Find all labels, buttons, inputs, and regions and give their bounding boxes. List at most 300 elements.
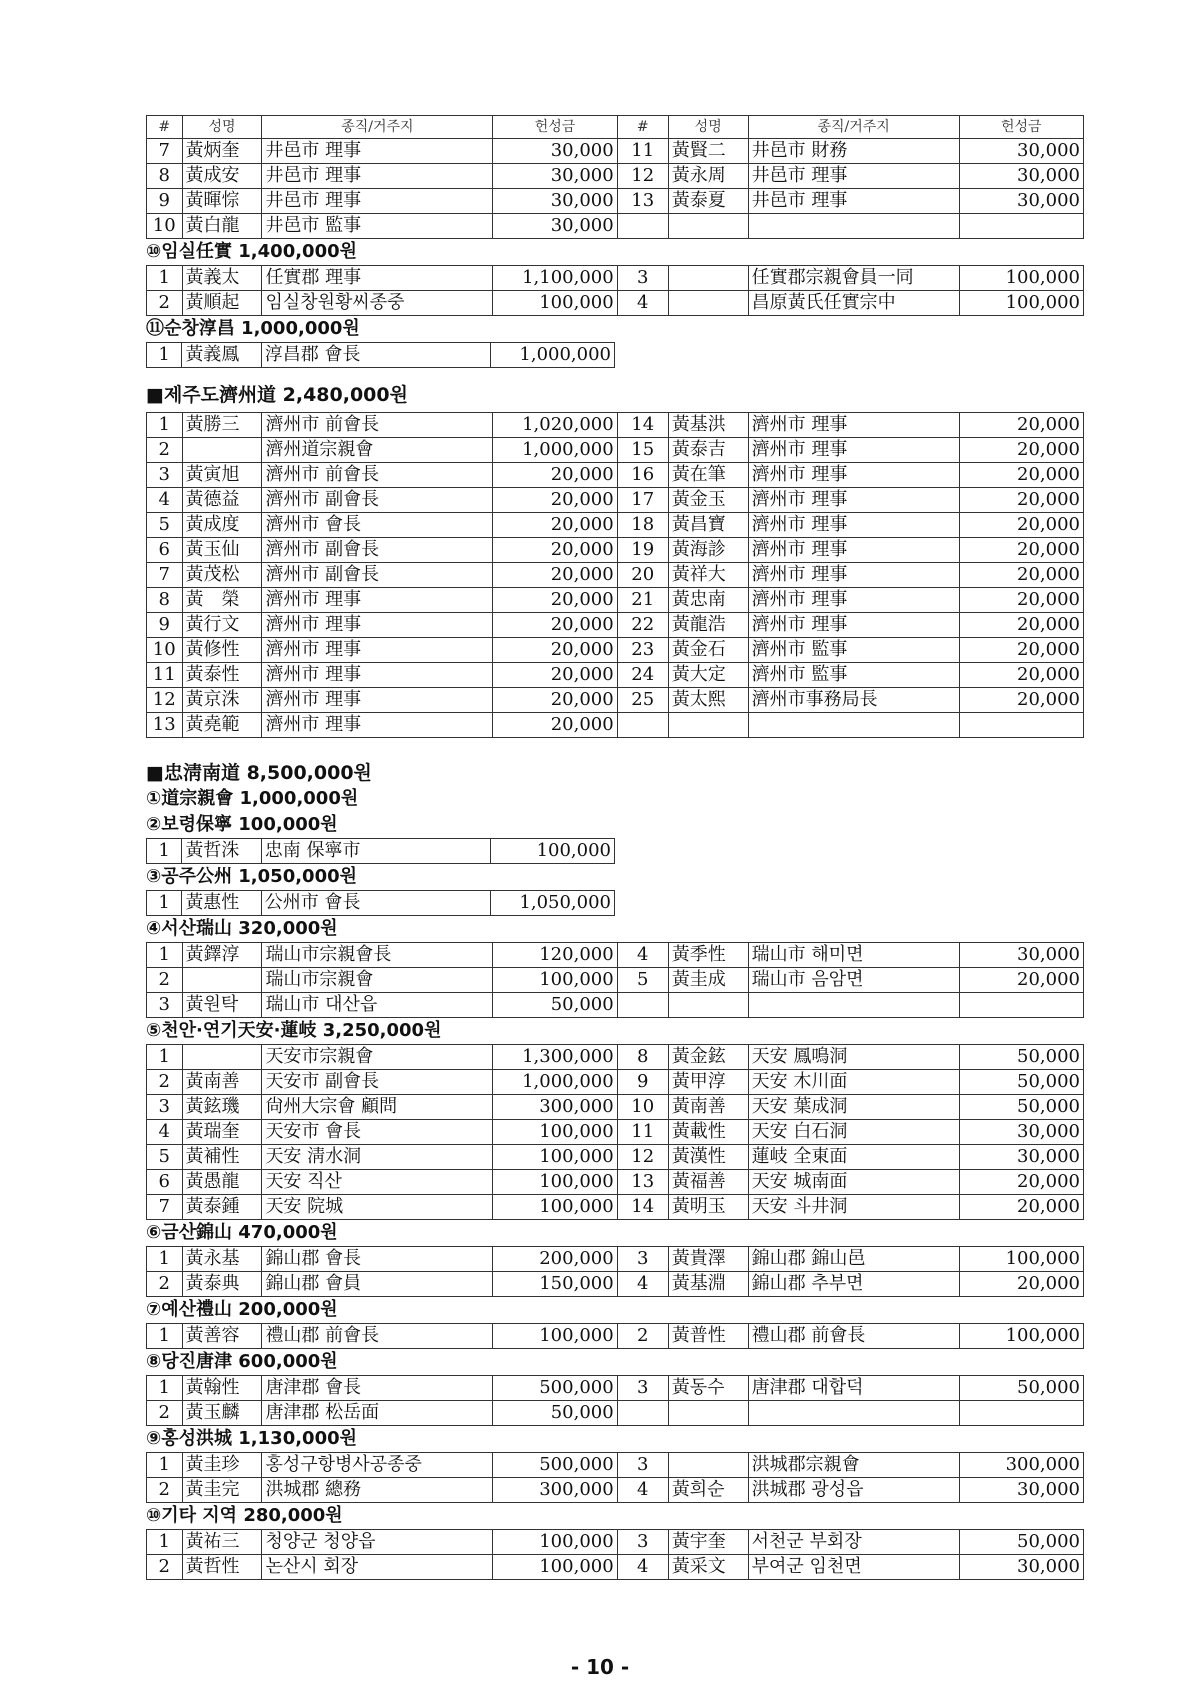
donation-amount: 20,000 — [493, 713, 617, 738]
donor-name: 黃泰鍾 — [182, 1195, 262, 1220]
donation-amount: 50,000 — [959, 1070, 1083, 1095]
donor-name: 黃祥大 — [668, 563, 748, 588]
donor-name: 黃昌寶 — [668, 513, 748, 538]
donation-amount: 30,000 — [959, 1555, 1083, 1580]
donor-affiliation: 井邑市 財務 — [748, 139, 959, 164]
donation-amount: 100,000 — [493, 1120, 617, 1145]
table-dangjin — [146, 1375, 1084, 1426]
donation-amount: 20,000 — [959, 538, 1083, 563]
donation-amount: 20,000 — [959, 688, 1083, 713]
donor-affiliation: 부여군 임천면 — [748, 1555, 959, 1580]
entry-number: 2 — [147, 1478, 183, 1503]
donation-amount: 20,000 — [959, 1170, 1083, 1195]
entry-number: 5 — [617, 968, 668, 993]
donor-affiliation: 昌原黃氏任實宗中 — [748, 291, 959, 316]
donor-affiliation: 井邑市 監事 — [262, 214, 493, 239]
donation-amount: 20,000 — [959, 413, 1083, 438]
donor-name: 黃基淵 — [668, 1272, 748, 1297]
donor-affiliation — [748, 993, 959, 1018]
donor-affiliation: 濟州市 副會長 — [262, 563, 493, 588]
table-hongseong — [146, 1452, 1084, 1503]
entry-number: 8 — [147, 164, 183, 189]
donor-name: 黃宇奎 — [668, 1530, 748, 1555]
entry-number: 2 — [147, 1070, 183, 1095]
table-row — [147, 1195, 1084, 1220]
donation-amount: 100,000 — [959, 1247, 1083, 1272]
donation-amount: 30,000 — [959, 189, 1083, 214]
entry-number: 9 — [147, 189, 183, 214]
donation-amount — [959, 713, 1083, 738]
entry-number: 1 — [147, 943, 183, 968]
entry-number: 18 — [617, 513, 668, 538]
donor-affiliation: 洪城郡宗親會 — [748, 1453, 959, 1478]
section-title-yesan: ⑦예산禮山 200,000원 — [146, 1299, 338, 1320]
entry-number: 21 — [617, 588, 668, 613]
entry-number: 1 — [147, 1247, 183, 1272]
section-title-imsil: ⑩임실任實 1,400,000원 — [146, 241, 358, 262]
donor-name: 黃泰夏 — [668, 189, 748, 214]
donor-affiliation: 濟州市 理事 — [262, 613, 493, 638]
table-row — [147, 413, 1084, 438]
donor-affiliation: 濟州市 理事 — [262, 663, 493, 688]
table-row — [147, 638, 1084, 663]
donation-amount: 100,000 — [493, 1324, 617, 1349]
donor-name: 黃賢二 — [668, 139, 748, 164]
entry-number: 11 — [617, 1120, 668, 1145]
donor-affiliation: 洪城郡 總務 — [262, 1478, 493, 1503]
header-no: # — [147, 116, 183, 139]
donation-amount: 100,000 — [493, 968, 617, 993]
table-header — [147, 116, 1084, 139]
donor-name: 黃玉仙 — [182, 538, 262, 563]
entry-number: 12 — [617, 1145, 668, 1170]
entry-number: 1 — [147, 266, 183, 291]
donor-affiliation: 청양군 청양읍 — [262, 1530, 493, 1555]
donor-name: 黃永基 — [182, 1247, 262, 1272]
donor-affiliation: 天安 葉成洞 — [748, 1095, 959, 1120]
donor-name: 黃동수 — [668, 1376, 748, 1401]
donation-amount: 1,000,000 — [493, 1070, 617, 1095]
header-name: 성명 — [182, 116, 262, 139]
donor-name: 黃원탁 — [182, 993, 262, 1018]
donor-name: 黃大定 — [668, 663, 748, 688]
entry-number: 2 — [147, 1401, 183, 1426]
table-row — [147, 1120, 1084, 1145]
donation-amount: 30,000 — [959, 139, 1083, 164]
entry-number: 2 — [617, 1324, 668, 1349]
donation-amount: 20,000 — [959, 663, 1083, 688]
entry-number: 2 — [147, 1272, 183, 1297]
donor-name — [668, 993, 748, 1018]
donation-amount: 1,020,000 — [493, 413, 617, 438]
donor-affiliation: 瑞山市 해미면 — [748, 943, 959, 968]
donor-affiliation: 서천군 부회장 — [748, 1530, 959, 1555]
donor-affiliation: 任實郡宗親會員一同 — [748, 266, 959, 291]
donor-name: 黃堯範 — [182, 713, 262, 738]
entry-number: 4 — [617, 1478, 668, 1503]
donor-name: 黃明玉 — [668, 1195, 748, 1220]
entry-number: 7 — [147, 563, 183, 588]
donor-affiliation: 濟州市 理事 — [262, 638, 493, 663]
entry-number: 2 — [147, 968, 183, 993]
table-row — [147, 488, 1084, 513]
donation-amount — [959, 1401, 1083, 1426]
donor-affiliation: 瑞山市 대산읍 — [262, 993, 493, 1018]
table-sunchang — [146, 342, 615, 368]
entry-number: 13 — [617, 189, 668, 214]
entry-number: 9 — [147, 613, 183, 638]
entry-number: 14 — [617, 413, 668, 438]
donation-amount: 1,000,000 — [491, 343, 615, 368]
donor-name: 黃基洪 — [668, 413, 748, 438]
table-row — [147, 1453, 1084, 1478]
donor-affiliation: 錦山郡 會員 — [262, 1272, 493, 1297]
table-row — [147, 1555, 1084, 1580]
donor-name: 黃義鳳 — [182, 343, 261, 368]
entry-number: 15 — [617, 438, 668, 463]
donation-amount: 500,000 — [493, 1453, 617, 1478]
donation-amount: 30,000 — [493, 139, 617, 164]
donation-amount: 30,000 — [493, 164, 617, 189]
table-row — [147, 343, 615, 368]
donation-amount: 20,000 — [959, 968, 1083, 993]
donor-affiliation: 禮山郡 前會長 — [748, 1324, 959, 1349]
donor-affiliation: 瑞山市宗親會 — [262, 968, 493, 993]
donation-amount: 20,000 — [493, 488, 617, 513]
donor-affiliation: 忠南 保寧市 — [261, 839, 491, 864]
entry-number: 1 — [147, 1376, 183, 1401]
entry-number: 14 — [617, 1195, 668, 1220]
donation-amount: 200,000 — [493, 1247, 617, 1272]
donor-affiliation: 井邑市 理事 — [748, 189, 959, 214]
donor-affiliation: 天安 淸水洞 — [262, 1145, 493, 1170]
donor-name: 黃海診 — [668, 538, 748, 563]
donor-name: 黃甲淳 — [668, 1070, 748, 1095]
donor-affiliation: 天安 城南面 — [748, 1170, 959, 1195]
donation-amount: 20,000 — [959, 638, 1083, 663]
donation-amount: 20,000 — [493, 463, 617, 488]
header-affil: 종직/거주지 — [262, 116, 493, 139]
table-row — [147, 968, 1084, 993]
donor-name: 黃圭完 — [182, 1478, 262, 1503]
donor-affiliation: 논산시 회장 — [262, 1555, 493, 1580]
donor-affiliation: 濟州市 理事 — [748, 463, 959, 488]
donor-name: 黃忠南 — [668, 588, 748, 613]
section-title-geumsan: ⑥금산錦山 470,000원 — [146, 1222, 338, 1243]
donation-amount: 100,000 — [493, 1145, 617, 1170]
region-title-chungnam: ■忠淸南道 8,500,000원 — [146, 762, 372, 784]
section-title-dojong: ①道宗親會 1,000,000원 — [146, 788, 359, 809]
donor-name: 黃泰典 — [182, 1272, 262, 1297]
section-title-gongju: ③공주公州 1,050,000원 — [146, 866, 358, 887]
entry-number: 7 — [147, 1195, 183, 1220]
entry-number: 6 — [147, 1170, 183, 1195]
entry-number: 4 — [147, 1120, 183, 1145]
table-row — [147, 1376, 1084, 1401]
table-row — [147, 1170, 1084, 1195]
header-name: 성명 — [668, 116, 748, 139]
table-imsil — [146, 265, 1084, 316]
donation-amount: 50,000 — [959, 1045, 1083, 1070]
donor-affiliation: 錦山郡 추부면 — [748, 1272, 959, 1297]
donor-name — [668, 1401, 748, 1426]
table-row — [147, 438, 1084, 463]
entry-number: 13 — [147, 713, 183, 738]
donor-name: 黃南善 — [182, 1070, 262, 1095]
donor-name — [668, 266, 748, 291]
donor-affiliation: 錦山郡 會長 — [262, 1247, 493, 1272]
donor-name: 黃翰性 — [182, 1376, 262, 1401]
entry-number: 5 — [147, 1145, 183, 1170]
table-row — [147, 588, 1084, 613]
donor-affiliation: 天安 白石洞 — [748, 1120, 959, 1145]
table-row — [147, 139, 1084, 164]
donor-name: 黃瑞奎 — [182, 1120, 262, 1145]
donation-amount: 50,000 — [493, 1401, 617, 1426]
donor-affiliation: 禮山郡 前會長 — [262, 1324, 493, 1349]
donor-affiliation: 井邑市 理事 — [262, 164, 493, 189]
donor-name: 黃善容 — [182, 1324, 262, 1349]
donation-amount: 50,000 — [959, 1376, 1083, 1401]
donation-amount: 300,000 — [959, 1453, 1083, 1478]
entry-number: 6 — [147, 538, 183, 563]
entry-number: 13 — [617, 1170, 668, 1195]
donation-amount: 120,000 — [493, 943, 617, 968]
donation-amount: 1,300,000 — [493, 1045, 617, 1070]
donation-amount: 100,000 — [959, 1324, 1083, 1349]
entry-number: 3 — [147, 1095, 183, 1120]
donor-affiliation: 濟州市事務局長 — [748, 688, 959, 713]
table-row — [147, 993, 1084, 1018]
header-affil: 종직/거주지 — [748, 116, 959, 139]
table-row — [147, 1247, 1084, 1272]
entry-number: 1 — [147, 839, 182, 864]
donation-amount: 20,000 — [493, 588, 617, 613]
donation-amount: 100,000 — [959, 266, 1083, 291]
donation-amount: 20,000 — [493, 688, 617, 713]
donor-affiliation: 井邑市 理事 — [748, 164, 959, 189]
entry-number: 1 — [147, 1453, 183, 1478]
donation-amount: 20,000 — [959, 513, 1083, 538]
donor-name: 黃愚龍 — [182, 1170, 262, 1195]
entry-number: 7 — [147, 139, 183, 164]
donor-affiliation: 唐津郡 松岳面 — [262, 1401, 493, 1426]
table-row — [147, 164, 1084, 189]
header-amount: 헌성금 — [493, 116, 617, 139]
donor-affiliation: 濟州市 理事 — [748, 538, 959, 563]
donor-name: 黃희순 — [668, 1478, 748, 1503]
entry-number: 1 — [147, 1530, 183, 1555]
entry-number: 8 — [617, 1045, 668, 1070]
donor-affiliation: 唐津郡 會長 — [262, 1376, 493, 1401]
entry-number: 2 — [147, 291, 183, 316]
donor-affiliation: 瑞山市宗親會長 — [262, 943, 493, 968]
donation-amount: 50,000 — [959, 1095, 1083, 1120]
table-row — [147, 538, 1084, 563]
donor-affiliation: 天安 斗井洞 — [748, 1195, 959, 1220]
donor-name: 黃泰性 — [182, 663, 262, 688]
donor-name: 黃 榮 — [182, 588, 262, 613]
donor-affiliation: 濟州市 前會長 — [262, 413, 493, 438]
donor-name — [182, 1045, 262, 1070]
section-title-sunchang: ⑪순창淳昌 1,000,000원 — [146, 318, 360, 339]
donation-amount: 30,000 — [959, 164, 1083, 189]
donor-affiliation: 天安市 副會長 — [262, 1070, 493, 1095]
donor-name: 黃義太 — [182, 266, 262, 291]
donor-name: 黃載性 — [668, 1120, 748, 1145]
donation-amount: 20,000 — [959, 1272, 1083, 1297]
donor-affiliation: 洪城郡 광성읍 — [748, 1478, 959, 1503]
entry-number — [617, 1401, 668, 1426]
donor-affiliation: 濟州市 理事 — [262, 688, 493, 713]
donor-affiliation: 濟州市 副會長 — [262, 488, 493, 513]
table-others — [146, 1529, 1084, 1580]
donation-amount: 30,000 — [493, 189, 617, 214]
entry-number: 1 — [147, 891, 182, 916]
donation-amount — [959, 214, 1083, 239]
donor-name: 黃永周 — [668, 164, 748, 189]
donor-affiliation: 尙州大宗會 顧問 — [262, 1095, 493, 1120]
donation-amount: 100,000 — [493, 1555, 617, 1580]
donor-affiliation: 濟州市 理事 — [262, 713, 493, 738]
entry-number — [617, 993, 668, 1018]
table-row — [147, 214, 1084, 239]
table-row — [147, 688, 1084, 713]
donor-name: 黃鉉璣 — [182, 1095, 262, 1120]
donor-affiliation: 濟州道宗親會 — [262, 438, 493, 463]
section-title-cheonan: ⑤천안·연기天安·蓮岐 3,250,000원 — [146, 1020, 442, 1041]
donor-affiliation: 井邑市 理事 — [262, 189, 493, 214]
donor-name — [182, 968, 262, 993]
donor-affiliation: 錦山郡 錦山邑 — [748, 1247, 959, 1272]
donor-name: 黃暉悰 — [182, 189, 262, 214]
table-geumsan — [146, 1246, 1084, 1297]
entry-number: 11 — [617, 139, 668, 164]
entry-number: 3 — [147, 463, 183, 488]
donor-name — [668, 214, 748, 239]
donation-amount: 1,050,000 — [491, 891, 615, 916]
donor-affiliation — [748, 713, 959, 738]
page-number: - 10 - — [570, 1655, 630, 1679]
donation-amount: 100,000 — [493, 1195, 617, 1220]
entry-number: 1 — [147, 1324, 183, 1349]
entry-number: 24 — [617, 663, 668, 688]
donor-affiliation: 淳昌郡 會長 — [261, 343, 491, 368]
donor-name — [668, 291, 748, 316]
donor-affiliation: 天安市 會長 — [262, 1120, 493, 1145]
donation-amount: 20,000 — [493, 563, 617, 588]
donation-amount: 100,000 — [491, 839, 615, 864]
donor-affiliation: 濟州市 理事 — [748, 488, 959, 513]
document-page — [146, 115, 1084, 1580]
donor-name: 黃茂松 — [182, 563, 262, 588]
entry-number — [617, 713, 668, 738]
donation-amount: 1,000,000 — [493, 438, 617, 463]
donor-name: 黃金玉 — [668, 488, 748, 513]
entry-number: 16 — [617, 463, 668, 488]
entry-number: 3 — [617, 1376, 668, 1401]
donation-amount: 30,000 — [959, 1478, 1083, 1503]
donation-amount: 20,000 — [959, 563, 1083, 588]
donor-name: 黃圭珍 — [182, 1453, 262, 1478]
table-row — [147, 1095, 1084, 1120]
entry-number: 3 — [617, 1247, 668, 1272]
donor-name: 黃貴澤 — [668, 1247, 748, 1272]
table-cheonan — [146, 1044, 1084, 1220]
entry-number: 3 — [147, 993, 183, 1018]
section-title-dangjin: ⑧당진唐津 600,000원 — [146, 1351, 338, 1372]
donation-amount — [959, 993, 1083, 1018]
donor-name: 黃福善 — [668, 1170, 748, 1195]
entry-number: 17 — [617, 488, 668, 513]
donation-amount: 20,000 — [959, 488, 1083, 513]
donor-affiliation: 天安 院城 — [262, 1195, 493, 1220]
donor-name: 黃哲洙 — [182, 839, 261, 864]
entry-number: 4 — [617, 1555, 668, 1580]
table-row — [147, 463, 1084, 488]
donation-amount: 20,000 — [493, 613, 617, 638]
entry-number: 3 — [617, 1453, 668, 1478]
donor-affiliation — [748, 1401, 959, 1426]
donor-affiliation: 井邑市 理事 — [262, 139, 493, 164]
donor-affiliation: 濟州市 理事 — [748, 413, 959, 438]
donor-name: 黃白龍 — [182, 214, 262, 239]
donor-name: 黃成度 — [182, 513, 262, 538]
donor-name — [668, 1453, 748, 1478]
donation-amount: 30,000 — [959, 943, 1083, 968]
donor-name: 黃成安 — [182, 164, 262, 189]
entry-number — [617, 214, 668, 239]
table-jeju — [146, 412, 1084, 738]
donation-amount: 30,000 — [959, 1120, 1083, 1145]
donor-affiliation: 公州市 會長 — [261, 891, 491, 916]
donor-affiliation: 天安 木川面 — [748, 1070, 959, 1095]
entry-number: 11 — [147, 663, 183, 688]
donation-amount: 100,000 — [493, 1170, 617, 1195]
donor-name: 黃季性 — [668, 943, 748, 968]
donation-amount: 500,000 — [493, 1376, 617, 1401]
donation-amount: 20,000 — [959, 588, 1083, 613]
table-boryeong — [146, 838, 615, 864]
table-row — [147, 663, 1084, 688]
entry-number: 10 — [147, 638, 183, 663]
donation-amount: 100,000 — [493, 1530, 617, 1555]
donor-affiliation: 天安 직산 — [262, 1170, 493, 1195]
donation-amount: 20,000 — [959, 1195, 1083, 1220]
table-row — [147, 1324, 1084, 1349]
donor-name: 黃京洙 — [182, 688, 262, 713]
entry-number: 4 — [617, 1272, 668, 1297]
entry-number: 3 — [617, 266, 668, 291]
entry-number: 25 — [617, 688, 668, 713]
entry-number: 9 — [617, 1070, 668, 1095]
donor-name: 黃玉麟 — [182, 1401, 262, 1426]
donor-affiliation: 天安市宗親會 — [262, 1045, 493, 1070]
donor-affiliation: 濟州市 監事 — [748, 663, 959, 688]
table-row — [147, 1145, 1084, 1170]
donor-name: 黃哲性 — [182, 1555, 262, 1580]
section-title-hongseong: ⑨홍성洪城 1,130,000원 — [146, 1428, 358, 1449]
entry-number: 22 — [617, 613, 668, 638]
donor-affiliation: 濟州市 理事 — [748, 613, 959, 638]
table-row — [147, 291, 1084, 316]
entry-number: 5 — [147, 513, 183, 538]
entry-number: 2 — [147, 1555, 183, 1580]
entry-number: 1 — [147, 413, 183, 438]
entry-number: 20 — [617, 563, 668, 588]
entry-number: 10 — [147, 214, 183, 239]
table-row — [147, 266, 1084, 291]
